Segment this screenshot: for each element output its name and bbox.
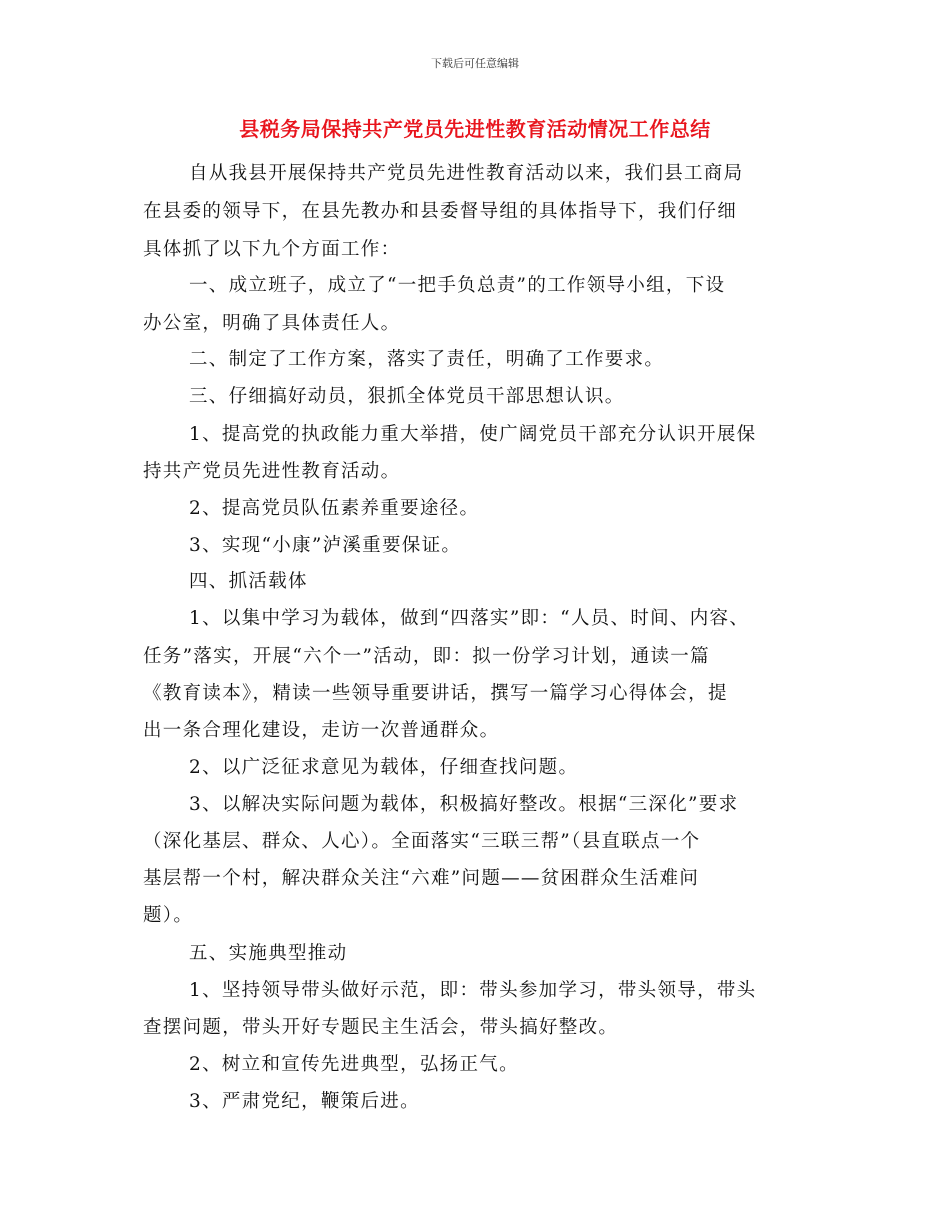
- paragraph-line: 1、以集中学习为载体，做到“四落实”即：“人员、时间、内容、: [189, 608, 750, 629]
- paragraph-line: 2、以广泛征求意见为载体，仔细查找问题。: [189, 757, 579, 778]
- paragraph-line: 2、树立和宣传先进典型，弘扬正气。: [189, 1054, 519, 1075]
- paragraph-line: 四、抓活载体: [189, 571, 308, 592]
- paragraph-line: 持共产党员先进性教育活动。: [143, 461, 401, 482]
- document-title: 县税务局保持共产党员先进性教育活动情况工作总结: [239, 117, 711, 141]
- paragraph-line: 在县委的领导下，在县先教办和县委督导组的具体指导下，我们仔细: [143, 201, 738, 222]
- paragraph-line: 二、制定了工作方案，落实了责任，明确了工作要求。: [189, 349, 665, 370]
- paragraph-line: 具体抓了以下九个方面工作：: [143, 239, 401, 260]
- paragraph-line: 1、坚持领导带头做好示范，即：带头参加学习，带头领导，带头: [189, 980, 757, 1001]
- paragraph-line: 题）。: [143, 905, 194, 926]
- paragraph-line: 办公室，明确了具体责任人。: [143, 313, 401, 334]
- paragraph-line: 1、提高党的执政能力重大举措，使广阔党员干部充分认识开展保: [189, 424, 757, 445]
- paragraph-line: 查摆问题，带头开好专题民主生活会，带头搞好整改。: [143, 1017, 619, 1038]
- paragraph-line: 3、严肃党纪，鞭策后进。: [189, 1091, 420, 1112]
- paragraph-line: 2、提高党员队伍素养重要途径。: [189, 498, 480, 519]
- paragraph-line: 自从我县开展保持共产党员先进性教育活动以来，我们县工商局: [189, 163, 744, 184]
- page-header-note: 下载后可任意编辑: [431, 57, 519, 70]
- paragraph-line: 任务”落实，开展“六个一”活动，即：拟一份学习计划，通读一篇: [143, 646, 710, 667]
- paragraph-line: 《教育读本》，精读一些领导重要讲话，撰写一篇学习心得体会，提: [143, 683, 728, 704]
- paragraph-line: 五、实施典型推动: [189, 943, 348, 964]
- paragraph-line: 3、以解决实际问题为载体，积极搞好整改。根据“三深化”要求: [189, 794, 739, 815]
- paragraph-line: 一、成立班子，成立了“一把手负总责”的工作领导小组，下设: [189, 275, 726, 296]
- paragraph-line: 基层帮一个村，解决群众关注“六难”问题——贫困群众生活难问: [143, 868, 700, 889]
- paragraph-line: （深化基层、群众、人心）。全面落实“三联三帮”（县直联点一个: [143, 831, 701, 852]
- paragraph-line: 3、实现“小康”泸溪重要保证。: [189, 535, 462, 556]
- paragraph-line: 出一条合理化建设，走访一次普通群众。: [143, 720, 500, 741]
- paragraph-line: 三、仔细搞好动员，狠抓全体党员干部思想认识。: [189, 386, 625, 407]
